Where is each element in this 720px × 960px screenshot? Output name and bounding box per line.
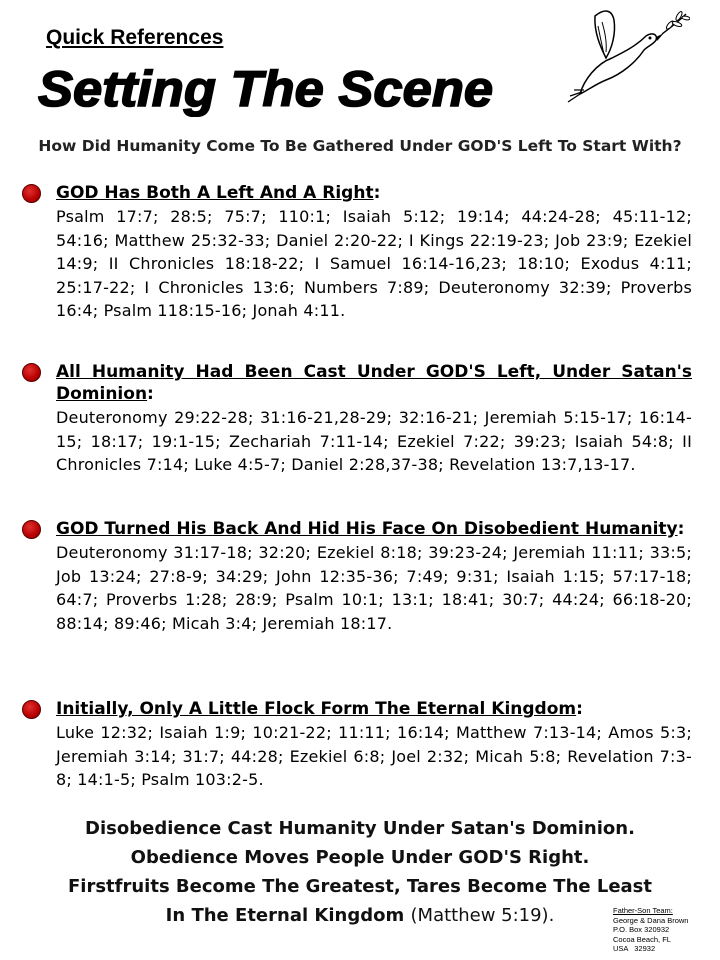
section-references: Luke 12:32; Isaiah 1:9; 10:21-22; 11:11; 16:14; Matthew 7:13-14; Amos 5:3; Jeremiah 3:14; 31:7; 44:28; Ezekiel 6:8; Joel 2:32; Micah 5:8; Revelation 7:3-8; 14:1-5; Psalm 103:2-5.	[56, 723, 692, 789]
section-heading-text: All Humanity Had Been Cast Under GOD'S Left, Under Satan's Dominion	[56, 362, 692, 404]
contact-city: Cocoa Beach, FL	[613, 934, 671, 944]
section-heading-text: GOD Turned His Back And Hid His Face On Disobedient Humanity	[56, 519, 678, 539]
section-heading: GOD Has Both A Left And A Right:	[56, 183, 381, 203]
summary-line: Firstfruits Become The Greatest, Tares Become The Least	[67, 876, 652, 897]
summary-line: In The Eternal Kingdom (Matthew 5:19).	[165, 905, 555, 926]
red-bullet-icon	[22, 700, 41, 719]
section-heading: All Humanity Had Been Cast Under GOD'S Left, Under Satan's Dominion:	[56, 362, 692, 404]
summary-line: Disobedience Cast Humanity Under Satan's Dominion.	[85, 818, 635, 839]
section-little-flock	[56, 698, 692, 792]
section-heading: Initially, Only A Little Flock Form The Eternal Kingdom:	[56, 699, 583, 719]
summary-line: Obedience Moves People Under GOD'S Right.	[130, 847, 590, 868]
summary-scripture-ref: (Matthew 5:19).	[410, 905, 555, 926]
section-heading-text: GOD Has Both A Left And A Right	[56, 183, 374, 203]
red-bullet-icon	[22, 363, 41, 382]
page-title: Setting The Scene	[38, 61, 494, 117]
quick-references-label: Quick References	[46, 26, 224, 49]
section-heading: GOD Turned His Back And Hid His Face On Disobedient Humanity:	[56, 519, 685, 539]
section-references: Deuteronomy 29:22-28; 31:16-21,28-29; 32:16-21; Jeremiah 5:15-17; 16:14-15; 18:17; 19:1-15; Zechariah 7:11-14; Ezekiel 7:22; 39:23; Isaiah 54:8; II Chronicles 7:14; Luke 4:5-7; Daniel 2:28,37-38; Revelation 13:7,13-17.	[56, 408, 692, 474]
contact-po-box: P.O. Box 320932	[613, 925, 670, 934]
contact-info	[613, 906, 688, 954]
section-references: Psalm 17:7; 28:5; 75:7; 110:1; Isaiah 5:12; 19:14; 44:24-28; 45:11-12; 54:16; Matthew 25:32-33; Daniel 2:20-22; I Kings 22:19-23; Job 23:9; Ezekiel 14:9; II Chronicles 18:18-22; I Samuel 16:14-16,23; 18:10; Exodus 4:11; 25:17-22; I Chronicles 13:6; Numbers 7:89; Deuteronomy 32:39; Proverbs 16:4; Psalm 118:15-16; Jonah 4:11.	[56, 207, 692, 320]
section-turned-his-back	[56, 518, 692, 635]
section-cast-under-left	[56, 361, 692, 477]
section-left-and-right	[56, 182, 692, 323]
contact-country-zip: USA 32932	[613, 944, 656, 953]
summary-block	[0, 814, 720, 930]
contact-names: George & Dana Brown	[613, 915, 689, 925]
contact-team-label: Father-Son Team:	[613, 906, 673, 915]
red-bullet-icon	[22, 520, 41, 539]
section-heading-text: Initially, Only A Little Flock Form The Eternal Kingdom	[56, 699, 577, 719]
section-references: Deuteronomy 31:17-18; 32:20; Ezekiel 8:18; 39:23-24; Jeremiah 11:11; 33:5; Job 13:24; 27:8-9; 34:29; John 12:35-36; 7:49; 9:31; Isaiah 1:15; 57:17-18; 64:7; Proverbs 1:28; 28:9; Psalm 10:1; 13:1; 18:41; 30:7; 44:24; 66:18-20; 88:14; 89:46; Micah 3:4; Jeremiah 18:17.	[56, 543, 692, 633]
dove-icon	[560, 6, 690, 106]
red-bullet-icon	[22, 184, 41, 203]
subtitle: How Did Humanity Come To Be Gathered Under GOD'S Left To Start With?	[38, 137, 682, 155]
